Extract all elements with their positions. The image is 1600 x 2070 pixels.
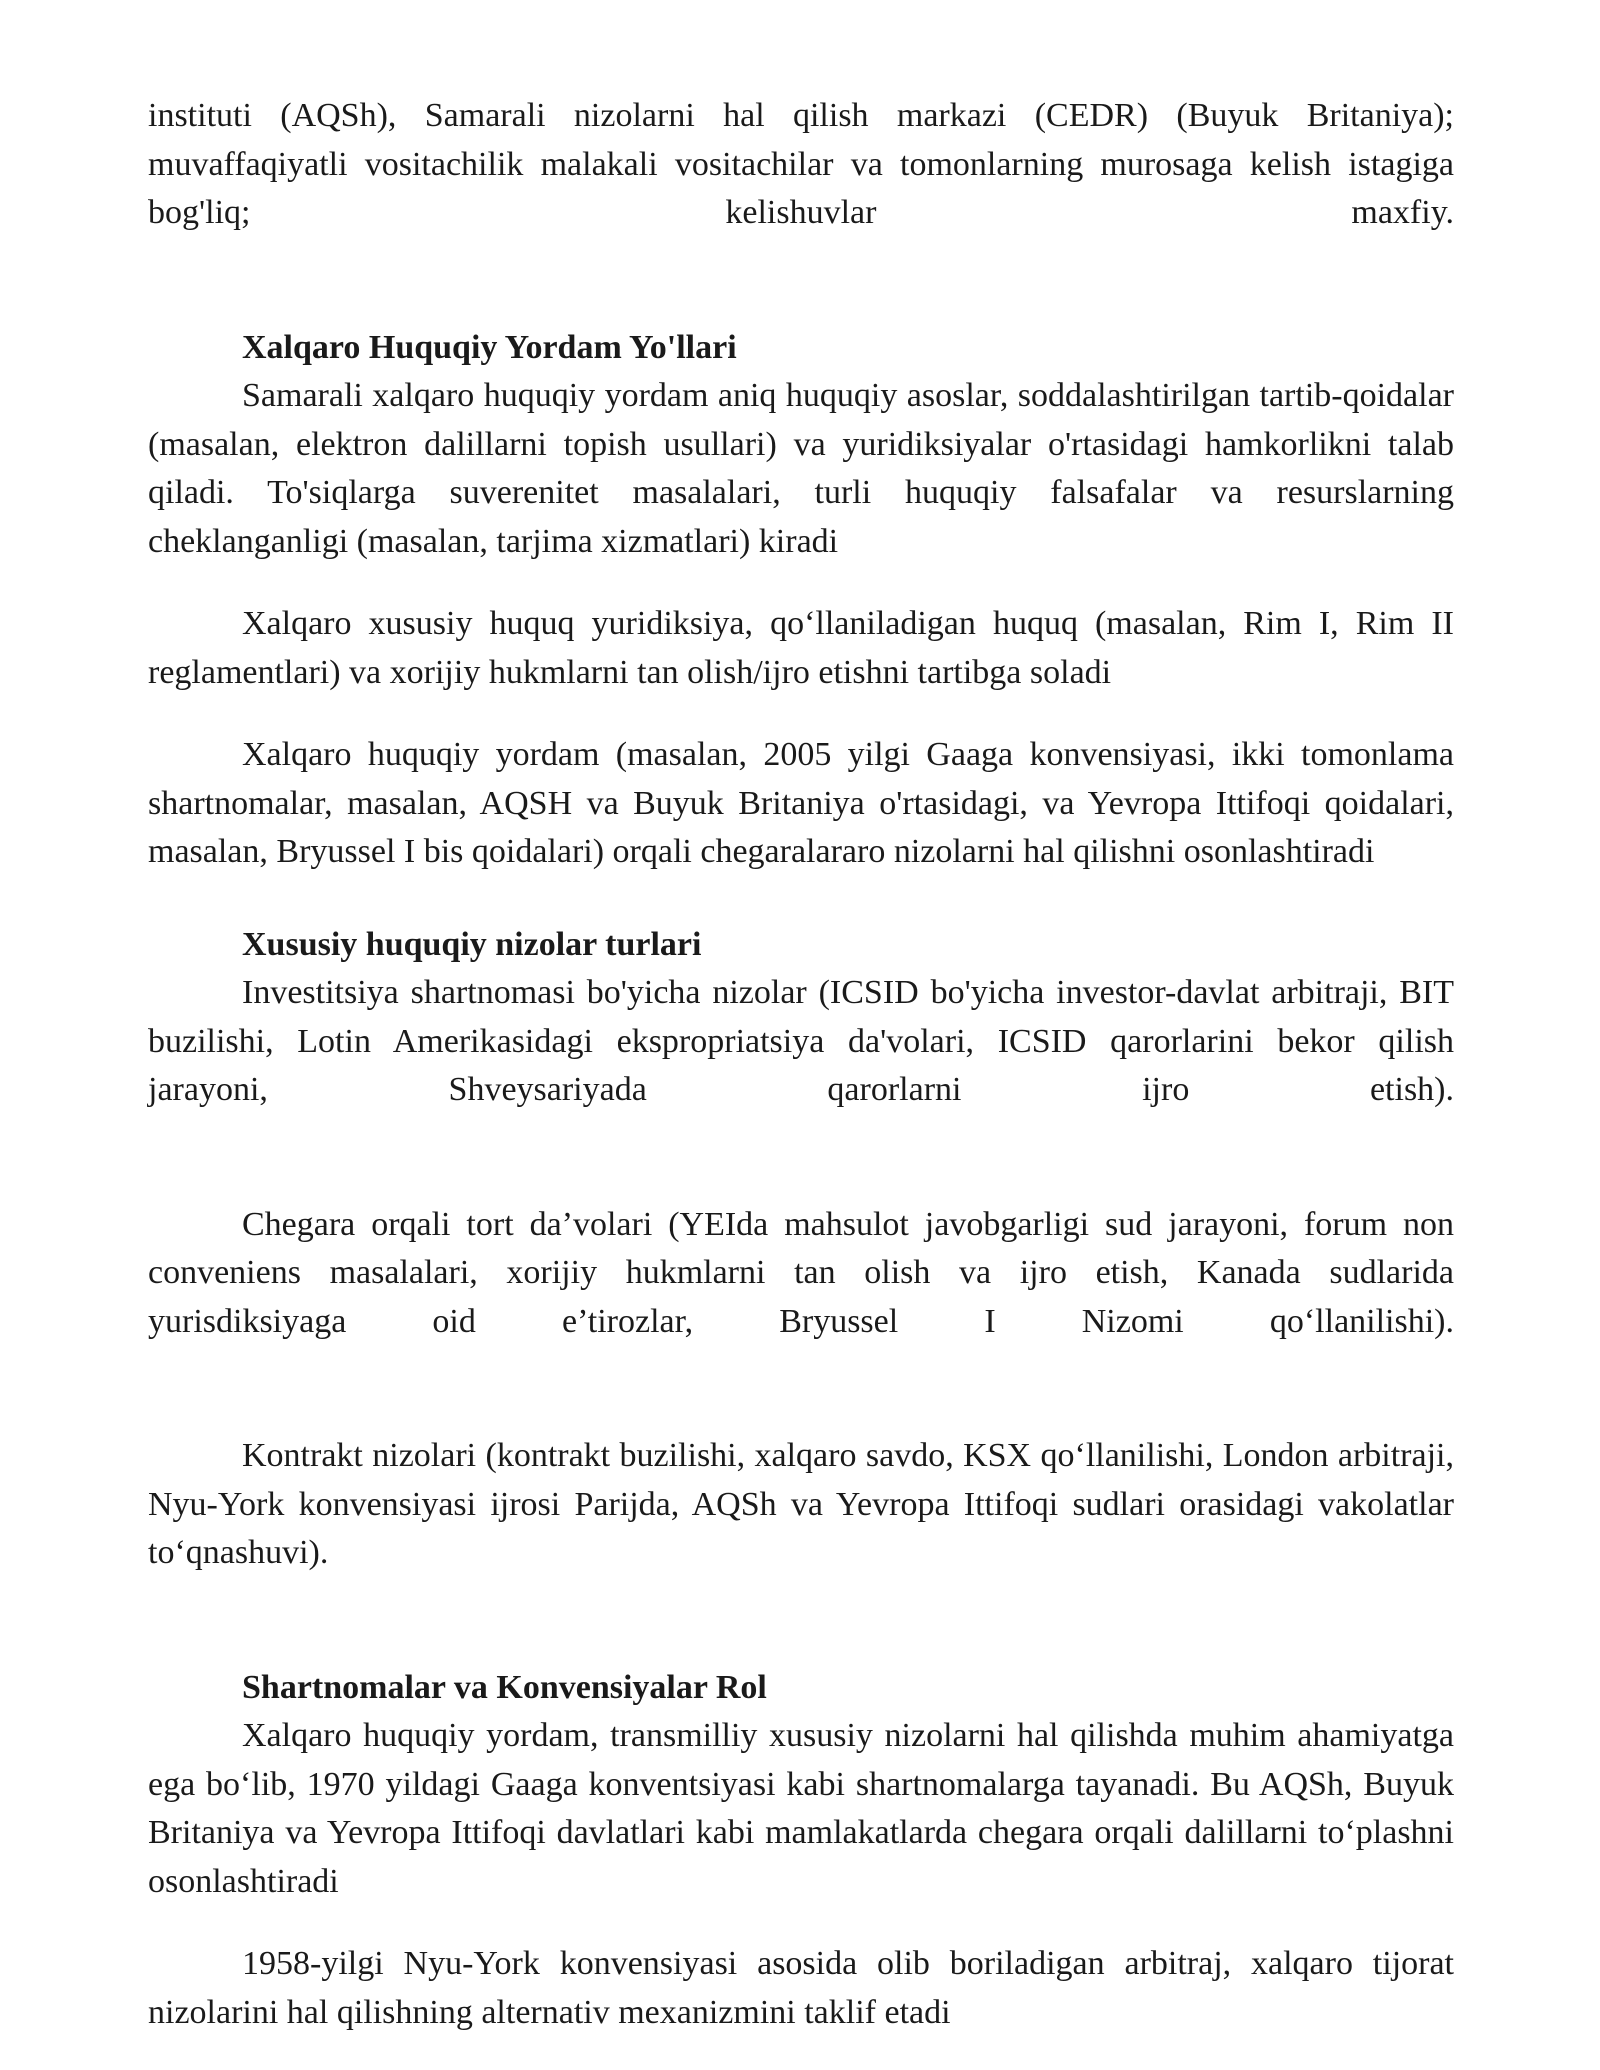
paragraph-contract-disputes: Kontrakt nizolari (kontrakt buzilishi, xalqaro savdo, KSX qo‘llanilishi, London arbitraji, Nyu-York konvensiyasi ijrosi Parijda, AQSh va Yevropa Ittifoqi sudlari orasidagi vakolatlar to‘qnashuvi). <box>148 1437 1454 1571</box>
heading-dispute-types: Xususiy huquqiy nizolar turlari <box>242 925 702 963</box>
document-page <box>148 92 1454 2037</box>
spacer <box>148 697 1454 731</box>
spacer <box>148 877 1454 921</box>
paragraph-mediation-summary: instituti (AQSh), Samarali nizolarni hal qilish markazi (CEDR) (Buyuk Britaniya); muvaffaqiyatli vositachilik malakali vositachilar va tomonlarning murosaga kelish istagiga bog'liq; kelishuvlar maxfiy. <box>148 97 1454 231</box>
paragraph-legal-assistance: Samarali xalqaro huquqiy yordam aniq huquqiy asoslar, soddalashtirilgan tartib-qoidalar (masalan, elektron dalillarni topish usullari) va yuridiksiyalar o'rtasidagi hamkorlikni talab qiladi. To'siqlarga suverenitet masalalari, turli huquqiy falsafalar va resurslarning cheklanganligi (masalan, tarjima xizmatlari) kiradi <box>148 377 1454 560</box>
spacer <box>148 1115 1454 1201</box>
spacer <box>148 1578 1454 1664</box>
paragraph-hague-convention: Xalqaro huquqiy yordam, transmilliy xususiy nizolarni hal qilishda muhim ahamiyatga ega bo‘lib, 1970 yildagi Gaaga konventsiyasi kabi shartnomalarga tayanadi. Bu AQSh, Buyuk Britaniya va Yevropa Ittifoqi davlatlari kabi mamlakatlarda chegara orqali dalillarni to‘plashni osonlashtiradi <box>148 1717 1454 1900</box>
spacer <box>148 1346 1454 1432</box>
paragraph-investment-disputes: Investitsiya shartnomasi bo'yicha nizolar (ICSID bo'yicha investor-davlat arbitraji, BIT buzilishi, Lotin Amerikasidagi ekspropriatsiya da'volari, ICSID qarorlarini bekor qilish jarayoni, Shveysariyada qarorlarni ijro etish). <box>148 974 1454 1108</box>
spacer <box>148 1906 1454 1940</box>
paragraph-new-york-convention: 1958-yilgi Nyu-York konvensiyasi asosida olib boriladigan arbitraj, xalqaro tijorat nizolarini hal qilishning alternativ mexanizmini taklif etadi <box>148 1945 1454 2031</box>
heading-legal-assistance: Xalqaro Huquqiy Yordam Yo'llari <box>242 328 737 366</box>
spacer <box>148 566 1454 600</box>
heading-treaties-role: Shartnomalar va Konvensiyalar Rol <box>242 1668 767 1706</box>
paragraph-cross-border-disputes: Xalqaro huquqiy yordam (masalan, 2005 yilgi Gaaga konvensiyasi, ikki tomonlama shartnomalar, masalan, AQSH va Buyuk Britaniya o'rtasidagi, va Yevropa Ittifoqi qoidalari, masalan, Bryussel I bis qoidalari) orqali chegaralararo nizolarni hal qilishni osonlashtiradi <box>148 736 1454 870</box>
paragraph-tort-claims: Chegara orqali tort da’volari (YEIda mahsulot javobgarligi sud jarayoni, forum non conveniens masalalari, xorijiy hukmlarni tan olish va ijro etish, Kanada sudlarida yurisdiksiyaga oid e’tirozlar, Bryussel I Nizomi qo‘llanilishi). <box>148 1205 1454 1340</box>
spacer <box>148 238 1454 324</box>
paragraph-private-international-law: Xalqaro xususiy huquq yuridiksiya, qo‘llaniladigan huquq (masalan, Rim I, Rim II reglamentlari) va xorijiy hukmlarni tan olish/ijro etishni tartibga soladi <box>148 605 1454 691</box>
